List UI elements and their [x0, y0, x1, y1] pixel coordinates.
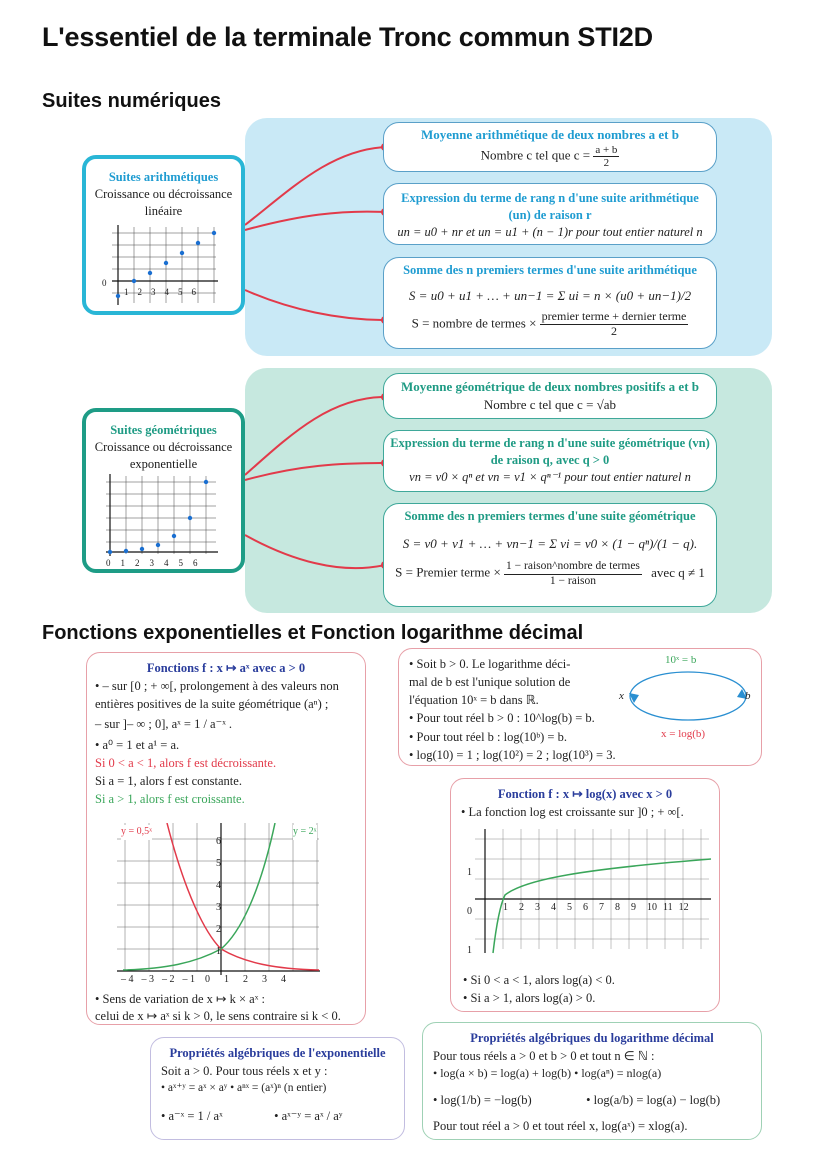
geo-mean-title: Moyenne géométrique de deux nombres positifs a et b	[400, 379, 700, 394]
geo-mean-text: Nombre c tel que c = √ab	[483, 396, 617, 412]
geo-sum-formula: S = v0 + v1 + … + vn−1 = Σ vi = v0 × (1 − qⁿ)/(1 − q).	[402, 535, 698, 551]
arith-mean-formula: Nombre c tel que c = $\frac{a + b}{2}$	[480, 143, 618, 169]
arith-graph-xticks: 123456	[124, 287, 205, 297]
log-props-line-2: • log(a × b) = log(a) + log(b) • log(aⁿ) = nlog(a)	[433, 1066, 662, 1081]
geo-term-card	[383, 430, 717, 492]
section-title-fonctions: Fonctions exponentielles et Fonction logarithme décimal	[42, 622, 584, 644]
geo-graph-xticks: 0123456	[106, 558, 208, 568]
geo-box-line1: Croissance ou décroissance	[94, 439, 233, 454]
log-fn-line-3: • Si a > 1, alors log(a) > 0.	[463, 991, 596, 1005]
log-def-line-1: • Soit b > 0. Le logarithme déci-	[409, 657, 571, 671]
arith-box-line1: Croissance ou décroissance	[94, 186, 233, 201]
log-def-line-2: mal de b est l'unique solution de	[409, 675, 571, 690]
log-def-arrow-bottom: x = log(b)	[661, 728, 706, 740]
log-fn-line-2: • Si 0 < a < 1, alors log(a) < 0.	[463, 973, 615, 987]
expo-props-line-3a: • a⁻ˣ = 1 / aˣ	[161, 1108, 223, 1123]
connector-mean	[245, 147, 385, 225]
log-def-node-b: b	[745, 690, 751, 702]
arith-sum-title: Somme des n premiers termes d'une suite arithmétique	[403, 263, 697, 277]
log-def-line-6: • log(10) = 1 ; log(10²) = 2 ; log(10³) = 3.	[409, 747, 616, 762]
expo-line-1: • – sur [0 ; + ∞[, prolongement à des valeurs non	[95, 679, 339, 694]
log-props-title: Propriétés algébriques du logarithme décimal	[470, 1031, 714, 1045]
arith-mean-title: Moyenne arithmétique de deux nombres a et b	[421, 127, 679, 142]
geo-connectors	[230, 375, 400, 575]
log-fn-y-ticks: 1 0 1	[467, 867, 472, 956]
connector-geo-term	[245, 463, 385, 480]
log-fn-card	[450, 778, 720, 1012]
geo-sum-title: Somme des n premiers termes d'une suite géométrique	[404, 509, 696, 523]
arith-term-text: un = u0 + nr et un = u1 + (n − 1)r pour tout entier naturel n	[397, 224, 703, 239]
arith-connectors	[230, 130, 400, 330]
expo-line-9: celui de x ↦ aˣ si k > 0, le sens contraire si k < 0.	[95, 1009, 341, 1023]
geo-box-title: Suites géométriques	[110, 423, 217, 437]
log-fn-title: Fonction f : x ↦ log(x) avec x > 0	[497, 787, 673, 801]
log-def-node-x: x	[619, 690, 624, 702]
arith-graph-tick-0: 0	[102, 278, 107, 288]
log-fn-line-1: • La fonction log est croissante sur ]0 ; + ∞[.	[461, 805, 684, 820]
log-props-card	[422, 1022, 762, 1140]
arith-box	[82, 155, 245, 315]
geo-term-title: Expression du terme de rang n d'une suite géométrique (vn) de raison q, avec q > 0	[390, 436, 710, 467]
arith-term-card	[383, 183, 717, 245]
arith-sum-text: S = nombre de termes × premier terme + dernier terme 2	[411, 309, 687, 339]
expo-props-card	[150, 1037, 405, 1140]
geo-graph	[102, 472, 222, 558]
expo-line-3: – sur ]– ∞ ; 0], aˣ = 1 / a⁻ˣ .	[95, 717, 233, 732]
log-def-line-4: • Pour tout réel b > 0 : 10^log(b) = b.	[409, 711, 595, 726]
log-def-card	[398, 648, 762, 766]
arith-sum-formula: S = u0 + u1 + … + un−1 = Σ ui = n × (u0 + un−1)/2	[408, 287, 692, 303]
expo-y-ticks: 6 5 4 3 2 1	[216, 836, 221, 957]
expo-line-6: Si a = 1, alors f est constante.	[95, 773, 242, 788]
section-title-suites: Suites numériques	[42, 90, 221, 112]
log-def-diagram	[623, 661, 753, 731]
connector-sum	[245, 290, 385, 320]
log-props-line-3b: • log(a/b) = log(a) − log(b)	[586, 1092, 721, 1107]
log-props-line-1: Pour tous réels a > 0 et b > 0 et tout n ∈ ℕ :	[433, 1049, 655, 1064]
expo-line-2: entières positives de la suite géométrique (aⁿ) ;	[95, 697, 329, 712]
geo-box	[82, 408, 245, 573]
expo-props-line-3b: • aˣ⁻ʸ = aˣ / aʸ	[274, 1108, 343, 1123]
geo-mean-card	[383, 373, 717, 419]
geo-term-text: vn = v0 × qⁿ et vn = v1 × qⁿ⁻¹ pour tout entier naturel n	[409, 469, 691, 484]
expo-line-7: Si a > 1, alors f est croissante.	[95, 791, 245, 806]
log-def-arrow-top: 10ˣ = b	[665, 654, 697, 666]
expo-x-ticks: – 4 – 3 – 2 – 1 0 1 2 3 4	[121, 974, 286, 985]
expo-line-8: • Sens de variation de x ↦ k × aˣ :	[95, 992, 265, 1006]
log-fn-x-ticks: 1 2 3 4 5 6 7 8 9 10 11 12	[503, 902, 689, 913]
log-def-line-3: l'équation 10ˣ = b dans ℝ.	[409, 693, 539, 708]
arith-mean-card	[383, 122, 717, 172]
curve-05x	[167, 823, 319, 970]
log-def-line-5: • Pour tout réel b : log(10ᵇ) = b.	[409, 729, 567, 744]
arith-box-line2: linéaire	[144, 203, 183, 218]
connector-term	[245, 212, 385, 230]
expo-line-4: • a⁰ = 1 et a¹ = a.	[95, 737, 180, 752]
expo-props-line-1: Soit a > 0. Pour tous réels x et y :	[161, 1064, 328, 1079]
expo-props-title: Propriétés algébriques de l'exponentielle	[169, 1046, 386, 1060]
geo-sum-card	[383, 503, 717, 607]
expo-line-5: Si 0 < a < 1, alors f est décroissante.	[95, 755, 277, 770]
geo-sum-text: S = Premier terme × 1 − raison^nombre de termes 1 − raison avec q ≠ 1	[395, 560, 705, 587]
log-props-line-4: Pour tout réel a > 0 et tout réel x, log(aˣ) = xlog(a).	[433, 1118, 688, 1133]
arith-box-title: Suites arithmétiques	[108, 170, 219, 184]
arith-term-title: Expression du terme de rang n d'une suite arithmétique (un) de raison r	[401, 191, 699, 222]
arith-sum-card	[383, 257, 717, 349]
expo-props-line-2: • aˣ⁺ʸ = aˣ × aʸ • aⁿˣ = (aˣ)ⁿ (n entier)	[161, 1082, 327, 1095]
geo-box-line2: exponentielle	[129, 456, 198, 471]
log-fn-graph	[465, 829, 715, 959]
expo-legend-right: y = 2ˣ	[293, 825, 317, 840]
expo-title: Fonctions f : x ↦ aˣ avec a > 0	[146, 661, 306, 675]
connector-geo-sum	[245, 535, 385, 568]
log-props-line-3a: • log(1/b) = −log(b)	[433, 1092, 532, 1107]
page-title: L'essentiel de la terminale Tronc commun STI2D	[42, 22, 653, 52]
expo-legend-left: y = 0,5ˣ	[121, 825, 152, 840]
expo-card	[86, 652, 366, 1025]
curve-2x	[123, 823, 275, 970]
